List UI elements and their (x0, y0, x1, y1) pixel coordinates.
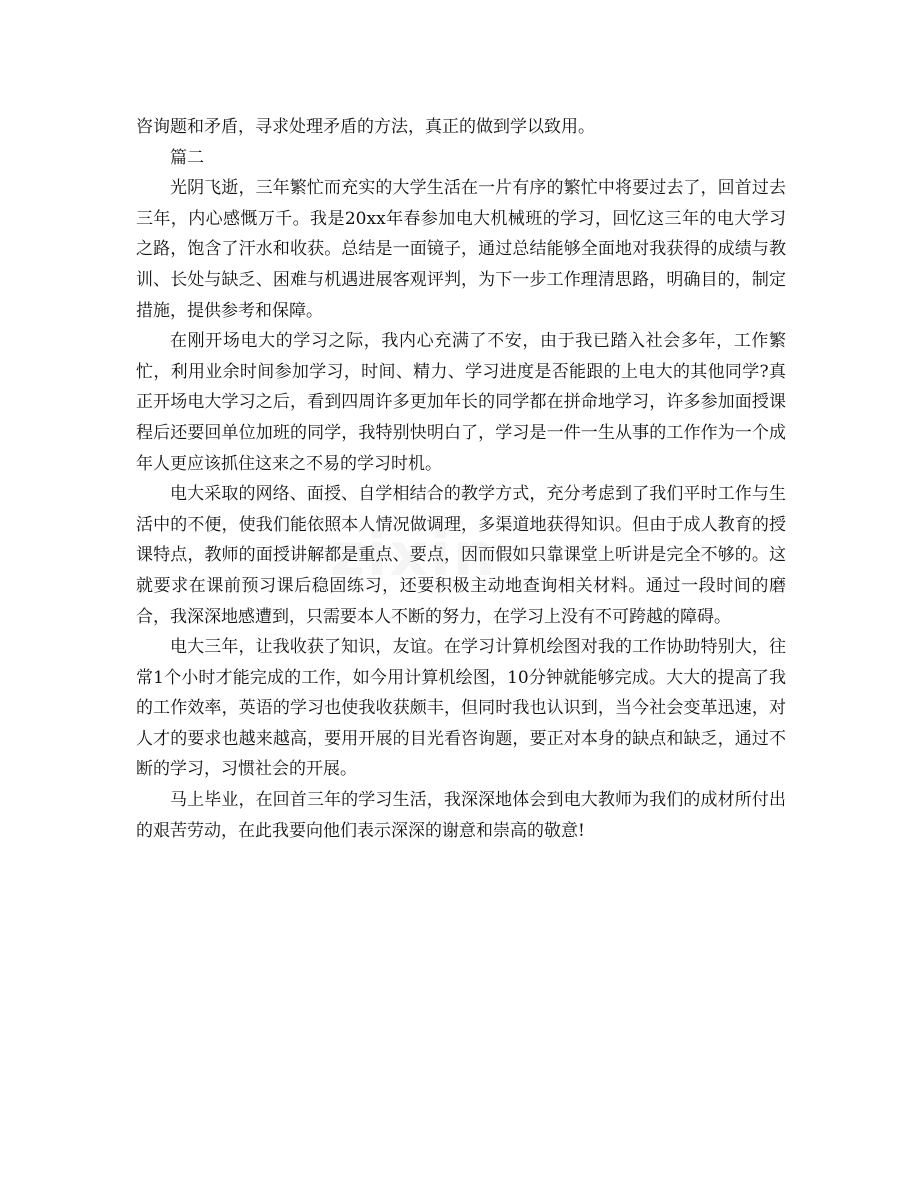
paragraph: 光阴飞逝，三年繁忙而充实的大学生活在一片有序的繁忙中将要过去了，回首过去三年，内心感慨万千。我是20xx年春参加电大机械班的学习，回忆这三年的电大学习之路，饱含了汗水和收获。总结是一面镜子，通过总结能够全面地对我获得的成绩与教训、长处与缺乏、困难与机遇进展客观评判，为下一步工作理清思路，明确目的，制定措施，提供参考和保障。 (136, 178, 786, 321)
document-body (136, 112, 786, 846)
paragraph: 马上毕业，在回首三年的学习生活，我深深地体会到电大教师为我们的成材所付出的艰苦劳动，在此我要向他们表示深深的谢意和崇高的敬意! (136, 790, 786, 841)
paragraph: 在刚开场电大的学习之际，我内心充满了不安，由于我已踏入社会多年，工作繁忙，利用业余时间参加学习，时间、精力、学习进度是否能跟的上电大的其他同学?真正开场电大学习之后，看到四周许多更加年长的同学都在拼命地学习，许多参加面授课程后还要回单位加班的同学，我特别快明白了，学习是一件一生从事的工作作为一个成年人更应该抓住这来之不易的学习时机。 (136, 331, 786, 474)
paragraph-continuation: 咨询题和矛盾，寻求处理矛盾的方法，真正的做到学以致用。 (136, 117, 595, 137)
paragraph: 电大采取的网络、面授、自学相结合的教学方式，充分考虑到了我们平时工作与生活中的不便，使我们能依照本人情况做调理，多渠道地获得知识。但由于成人教育的授课特点，教师的面授讲解都是重点、要点，因而假如只靠课堂上听讲是完全不够的。这就要求在课前预习课后稳固练习，还要积极主动地查询相关材料。通过一段时间的磨合，我深深地感遭到，只需要本人不断的努力，在学习上没有不可跨越的障碍。 (136, 484, 786, 627)
section-heading: 篇二 (170, 147, 204, 168)
paragraph: 电大三年，让我收获了知识，友谊。在学习计算机绘图对我的工作协助特别大，往常1个小时才能完成的工作，如今用计算机绘图，10分钟就能够完成。大大的提高了我的工作效率，英语的学习也使我收获颇丰，但同时我也认识到，当今社会变革迅速，对人才的要求也越来越高，要用开展的目光看咨询题，要正对本身的缺点和缺乏，通过不断的学习，习惯社会的开展。 (136, 637, 786, 780)
